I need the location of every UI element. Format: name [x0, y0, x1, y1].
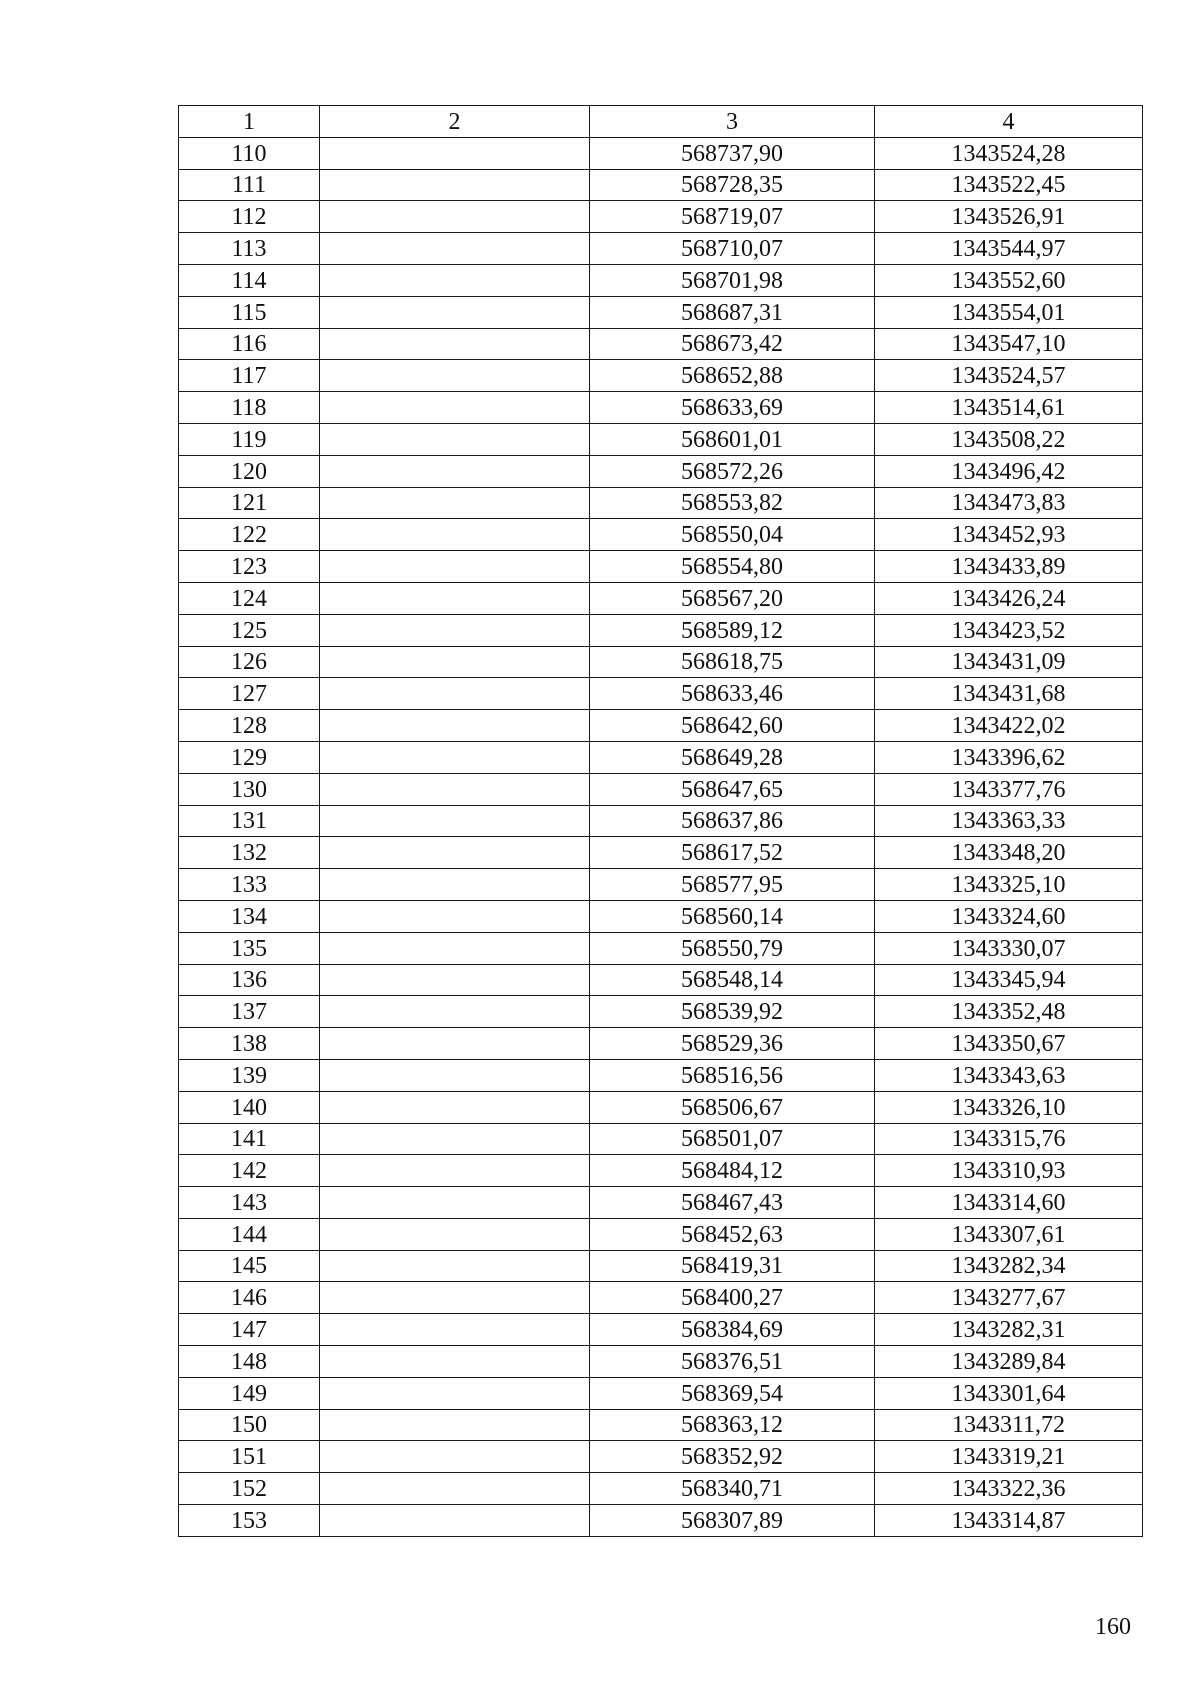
point-number-cell: 132: [179, 837, 320, 869]
description-cell: [320, 1155, 590, 1187]
table-row: [179, 423, 1143, 455]
description-cell: [320, 710, 590, 742]
y-coordinate-cell: 1343452,93: [875, 519, 1143, 551]
description-cell: [320, 487, 590, 519]
description-cell: [320, 1377, 590, 1409]
description-cell: [320, 201, 590, 233]
column-header-2: 2: [320, 106, 590, 138]
description-cell: [320, 169, 590, 201]
x-coordinate-cell: 568384,69: [590, 1314, 875, 1346]
x-coordinate-cell: 568550,04: [590, 519, 875, 551]
y-coordinate-cell: 1343301,64: [875, 1377, 1143, 1409]
x-coordinate-cell: 568567,20: [590, 582, 875, 614]
description-cell: [320, 741, 590, 773]
point-number-cell: 110: [179, 137, 320, 169]
x-coordinate-cell: 568501,07: [590, 1123, 875, 1155]
table-row: [179, 1250, 1143, 1282]
description-cell: [320, 614, 590, 646]
description-cell: [320, 360, 590, 392]
x-coordinate-cell: 568719,07: [590, 201, 875, 233]
y-coordinate-cell: 1343325,10: [875, 869, 1143, 901]
x-coordinate-cell: 568710,07: [590, 233, 875, 265]
table-row: [179, 1441, 1143, 1473]
x-coordinate-cell: 568637,86: [590, 805, 875, 837]
description-cell: [320, 646, 590, 678]
table-row: [179, 1346, 1143, 1378]
y-coordinate-cell: 1343522,45: [875, 169, 1143, 201]
table-row: [179, 1155, 1143, 1187]
table-row: [179, 296, 1143, 328]
x-coordinate-cell: 568363,12: [590, 1409, 875, 1441]
point-number-cell: 123: [179, 551, 320, 583]
y-coordinate-cell: 1343508,22: [875, 423, 1143, 455]
point-number-cell: 140: [179, 1091, 320, 1123]
point-number-cell: 143: [179, 1187, 320, 1219]
point-number-cell: 131: [179, 805, 320, 837]
table-row: [179, 614, 1143, 646]
point-number-cell: 134: [179, 900, 320, 932]
y-coordinate-cell: 1343431,09: [875, 646, 1143, 678]
table-row: [179, 932, 1143, 964]
description-cell: [320, 1059, 590, 1091]
point-number-cell: 150: [179, 1409, 320, 1441]
y-coordinate-cell: 1343473,83: [875, 487, 1143, 519]
point-number-cell: 153: [179, 1505, 320, 1537]
description-cell: [320, 137, 590, 169]
y-coordinate-cell: 1343330,07: [875, 932, 1143, 964]
y-coordinate-cell: 1343314,60: [875, 1187, 1143, 1219]
table-row: [179, 201, 1143, 233]
point-number-cell: 141: [179, 1123, 320, 1155]
description-cell: [320, 805, 590, 837]
point-number-cell: 146: [179, 1282, 320, 1314]
table-row: [179, 519, 1143, 551]
table-body: [179, 137, 1143, 1536]
column-header-4: 4: [875, 106, 1143, 138]
y-coordinate-cell: 1343326,10: [875, 1091, 1143, 1123]
y-coordinate-cell: 1343322,36: [875, 1473, 1143, 1505]
point-number-cell: 116: [179, 328, 320, 360]
point-number-cell: 129: [179, 741, 320, 773]
point-number-cell: 147: [179, 1314, 320, 1346]
description-cell: [320, 296, 590, 328]
description-cell: [320, 455, 590, 487]
table-row: [179, 1091, 1143, 1123]
table-row: [179, 1505, 1143, 1537]
table-row: [179, 1314, 1143, 1346]
x-coordinate-cell: 568649,28: [590, 741, 875, 773]
description-cell: [320, 932, 590, 964]
y-coordinate-cell: 1343426,24: [875, 582, 1143, 614]
table-row: [179, 1028, 1143, 1060]
y-coordinate-cell: 1343315,76: [875, 1123, 1143, 1155]
x-coordinate-cell: 568633,46: [590, 678, 875, 710]
x-coordinate-cell: 568589,12: [590, 614, 875, 646]
y-coordinate-cell: 1343431,68: [875, 678, 1143, 710]
table-row: [179, 1123, 1143, 1155]
table-row: [179, 169, 1143, 201]
point-number-cell: 112: [179, 201, 320, 233]
y-coordinate-cell: 1343350,67: [875, 1028, 1143, 1060]
point-number-cell: 126: [179, 646, 320, 678]
table-row: [179, 137, 1143, 169]
y-coordinate-cell: 1343345,94: [875, 964, 1143, 996]
table-row: [179, 741, 1143, 773]
description-cell: [320, 1441, 590, 1473]
coordinates-table: [178, 105, 1143, 1537]
x-coordinate-cell: 568548,14: [590, 964, 875, 996]
table-row: [179, 900, 1143, 932]
table-row: [179, 1282, 1143, 1314]
table-row: [179, 805, 1143, 837]
x-coordinate-cell: 568400,27: [590, 1282, 875, 1314]
table-row: [179, 1059, 1143, 1091]
point-number-cell: 114: [179, 264, 320, 296]
y-coordinate-cell: 1343310,93: [875, 1155, 1143, 1187]
description-cell: [320, 1091, 590, 1123]
x-coordinate-cell: 568560,14: [590, 900, 875, 932]
column-header-3: 3: [590, 106, 875, 138]
x-coordinate-cell: 568728,35: [590, 169, 875, 201]
x-coordinate-cell: 568554,80: [590, 551, 875, 583]
description-cell: [320, 519, 590, 551]
y-coordinate-cell: 1343496,42: [875, 455, 1143, 487]
point-number-cell: 122: [179, 519, 320, 551]
point-number-cell: 137: [179, 996, 320, 1028]
table-row: [179, 1187, 1143, 1219]
point-number-cell: 133: [179, 869, 320, 901]
table-row: [179, 360, 1143, 392]
description-cell: [320, 837, 590, 869]
x-coordinate-cell: 568572,26: [590, 455, 875, 487]
y-coordinate-cell: 1343514,61: [875, 392, 1143, 424]
table-row: [179, 551, 1143, 583]
description-cell: [320, 900, 590, 932]
x-coordinate-cell: 568647,65: [590, 773, 875, 805]
x-coordinate-cell: 568307,89: [590, 1505, 875, 1537]
point-number-cell: 128: [179, 710, 320, 742]
description-cell: [320, 1187, 590, 1219]
point-number-cell: 135: [179, 932, 320, 964]
point-number-cell: 119: [179, 423, 320, 455]
x-coordinate-cell: 568618,75: [590, 646, 875, 678]
x-coordinate-cell: 568652,88: [590, 360, 875, 392]
description-cell: [320, 328, 590, 360]
y-coordinate-cell: 1343352,48: [875, 996, 1143, 1028]
y-coordinate-cell: 1343377,76: [875, 773, 1143, 805]
x-coordinate-cell: 568516,56: [590, 1059, 875, 1091]
x-coordinate-cell: 568506,67: [590, 1091, 875, 1123]
description-cell: [320, 964, 590, 996]
y-coordinate-cell: 1343314,87: [875, 1505, 1143, 1537]
y-coordinate-cell: 1343277,67: [875, 1282, 1143, 1314]
table-row: [179, 1409, 1143, 1441]
table-row: [179, 328, 1143, 360]
description-cell: [320, 264, 590, 296]
y-coordinate-cell: 1343319,21: [875, 1441, 1143, 1473]
point-number-cell: 127: [179, 678, 320, 710]
y-coordinate-cell: 1343526,91: [875, 201, 1143, 233]
description-cell: [320, 1028, 590, 1060]
description-cell: [320, 773, 590, 805]
table-row: [179, 233, 1143, 265]
y-coordinate-cell: 1343324,60: [875, 900, 1143, 932]
column-header-1: 1: [179, 106, 320, 138]
x-coordinate-cell: 568529,36: [590, 1028, 875, 1060]
point-number-cell: 136: [179, 964, 320, 996]
x-coordinate-cell: 568642,60: [590, 710, 875, 742]
table-row: [179, 773, 1143, 805]
point-number-cell: 121: [179, 487, 320, 519]
description-cell: [320, 1314, 590, 1346]
y-coordinate-cell: 1343348,20: [875, 837, 1143, 869]
table-row: [179, 1473, 1143, 1505]
x-coordinate-cell: 568633,69: [590, 392, 875, 424]
point-number-cell: 113: [179, 233, 320, 265]
point-number-cell: 115: [179, 296, 320, 328]
y-coordinate-cell: 1343524,57: [875, 360, 1143, 392]
x-coordinate-cell: 568701,98: [590, 264, 875, 296]
description-cell: [320, 582, 590, 614]
y-coordinate-cell: 1343282,34: [875, 1250, 1143, 1282]
table-row: [179, 455, 1143, 487]
point-number-cell: 151: [179, 1441, 320, 1473]
x-coordinate-cell: 568617,52: [590, 837, 875, 869]
x-coordinate-cell: 568484,12: [590, 1155, 875, 1187]
x-coordinate-cell: 568352,92: [590, 1441, 875, 1473]
point-number-cell: 139: [179, 1059, 320, 1091]
description-cell: [320, 1505, 590, 1537]
description-cell: [320, 551, 590, 583]
table-row: [179, 996, 1143, 1028]
y-coordinate-cell: 1343544,97: [875, 233, 1143, 265]
point-number-cell: 124: [179, 582, 320, 614]
y-coordinate-cell: 1343547,10: [875, 328, 1143, 360]
description-cell: [320, 1473, 590, 1505]
description-cell: [320, 1218, 590, 1250]
x-coordinate-cell: 568369,54: [590, 1377, 875, 1409]
point-number-cell: 111: [179, 169, 320, 201]
x-coordinate-cell: 568737,90: [590, 137, 875, 169]
x-coordinate-cell: 568687,31: [590, 296, 875, 328]
x-coordinate-cell: 568553,82: [590, 487, 875, 519]
description-cell: [320, 1409, 590, 1441]
description-cell: [320, 869, 590, 901]
table-row: [179, 1377, 1143, 1409]
y-coordinate-cell: 1343524,28: [875, 137, 1143, 169]
description-cell: [320, 233, 590, 265]
table-row: [179, 487, 1143, 519]
y-coordinate-cell: 1343552,60: [875, 264, 1143, 296]
table-row: [179, 837, 1143, 869]
y-coordinate-cell: 1343422,02: [875, 710, 1143, 742]
table-row: [179, 582, 1143, 614]
table-row: [179, 964, 1143, 996]
point-number-cell: 148: [179, 1346, 320, 1378]
x-coordinate-cell: 568452,63: [590, 1218, 875, 1250]
table-header-row: [179, 106, 1143, 138]
x-coordinate-cell: 568601,01: [590, 423, 875, 455]
table-row: [179, 678, 1143, 710]
description-cell: [320, 996, 590, 1028]
table-row: [179, 646, 1143, 678]
point-number-cell: 117: [179, 360, 320, 392]
table-row: [179, 710, 1143, 742]
y-coordinate-cell: 1343363,33: [875, 805, 1143, 837]
description-cell: [320, 1123, 590, 1155]
description-cell: [320, 1346, 590, 1378]
x-coordinate-cell: 568340,71: [590, 1473, 875, 1505]
point-number-cell: 138: [179, 1028, 320, 1060]
y-coordinate-cell: 1343307,61: [875, 1218, 1143, 1250]
description-cell: [320, 1282, 590, 1314]
point-number-cell: 118: [179, 392, 320, 424]
y-coordinate-cell: 1343396,62: [875, 741, 1143, 773]
x-coordinate-cell: 568673,42: [590, 328, 875, 360]
description-cell: [320, 423, 590, 455]
description-cell: [320, 392, 590, 424]
y-coordinate-cell: 1343423,52: [875, 614, 1143, 646]
y-coordinate-cell: 1343433,89: [875, 551, 1143, 583]
point-number-cell: 152: [179, 1473, 320, 1505]
table-row: [179, 1218, 1143, 1250]
y-coordinate-cell: 1343289,84: [875, 1346, 1143, 1378]
x-coordinate-cell: 568539,92: [590, 996, 875, 1028]
y-coordinate-cell: 1343311,72: [875, 1409, 1143, 1441]
x-coordinate-cell: 568376,51: [590, 1346, 875, 1378]
y-coordinate-cell: 1343554,01: [875, 296, 1143, 328]
point-number-cell: 144: [179, 1218, 320, 1250]
page-number: 160: [1095, 1614, 1131, 1640]
x-coordinate-cell: 568419,31: [590, 1250, 875, 1282]
point-number-cell: 149: [179, 1377, 320, 1409]
table-row: [179, 392, 1143, 424]
description-cell: [320, 1250, 590, 1282]
y-coordinate-cell: 1343343,63: [875, 1059, 1143, 1091]
point-number-cell: 145: [179, 1250, 320, 1282]
x-coordinate-cell: 568550,79: [590, 932, 875, 964]
table-row: [179, 869, 1143, 901]
point-number-cell: 130: [179, 773, 320, 805]
table-row: [179, 264, 1143, 296]
point-number-cell: 120: [179, 455, 320, 487]
x-coordinate-cell: 568467,43: [590, 1187, 875, 1219]
x-coordinate-cell: 568577,95: [590, 869, 875, 901]
y-coordinate-cell: 1343282,31: [875, 1314, 1143, 1346]
point-number-cell: 125: [179, 614, 320, 646]
point-number-cell: 142: [179, 1155, 320, 1187]
description-cell: [320, 678, 590, 710]
